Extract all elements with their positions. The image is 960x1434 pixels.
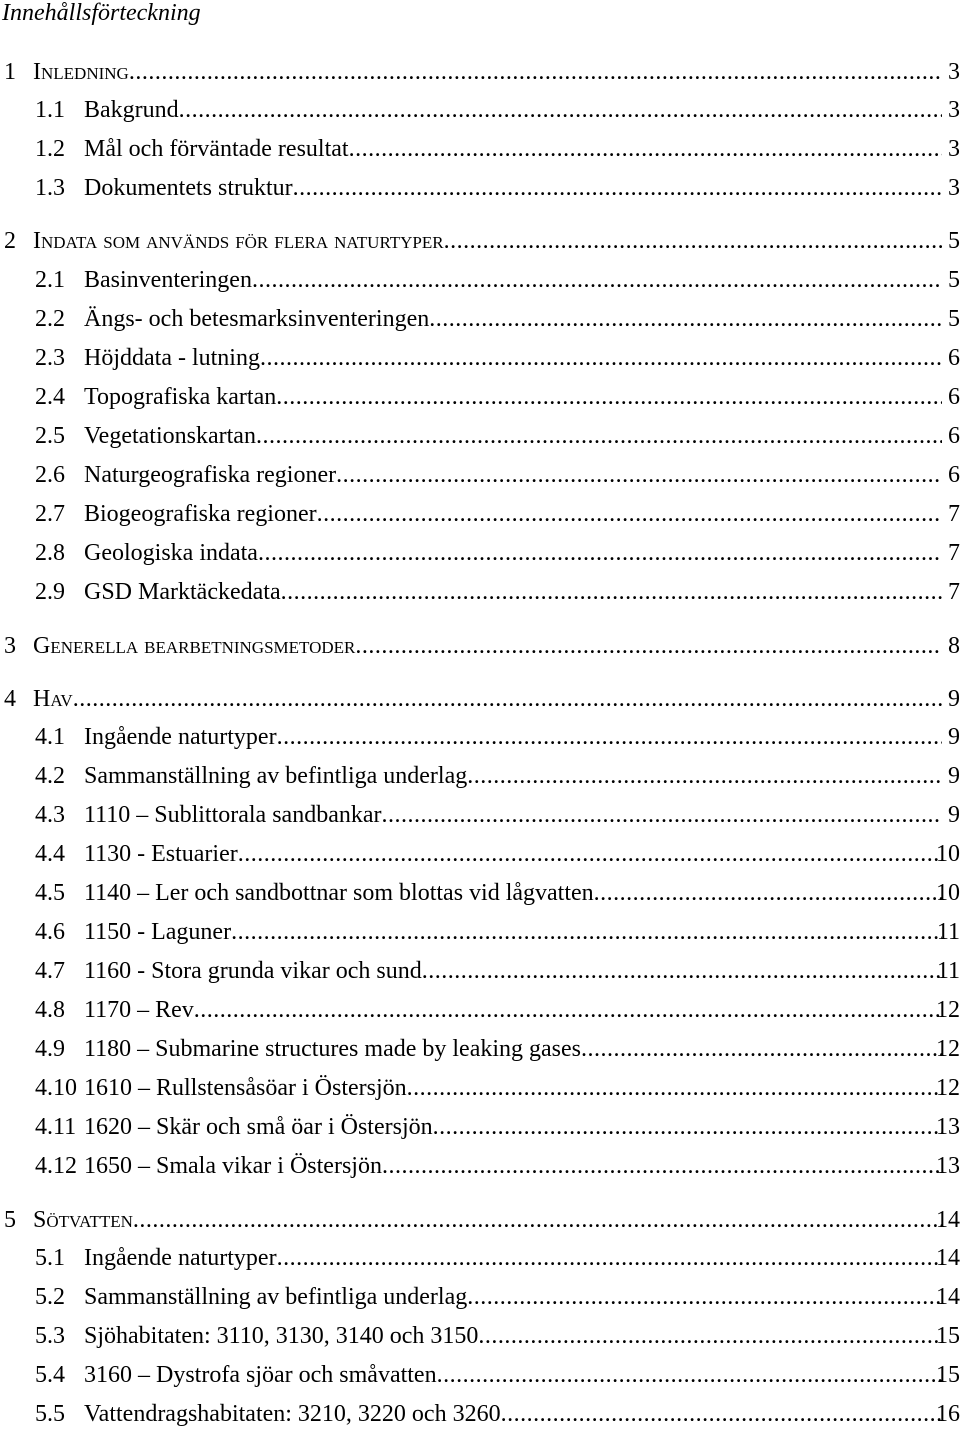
toc-entry[interactable] xyxy=(0,173,960,203)
toc-entry-title: 1650 – Smala vikar i Östersjön xyxy=(84,1153,382,1179)
dot-leader xyxy=(260,343,942,373)
toc-entry[interactable] xyxy=(0,577,960,607)
toc-entry-page-number: 5 xyxy=(948,306,960,332)
toc-entry-number: 4.9 xyxy=(35,1036,65,1062)
toc-entry-title-leader xyxy=(84,995,942,1025)
toc-entry-number: 4.5 xyxy=(35,880,65,906)
toc-entry-number: 2.6 xyxy=(35,462,65,488)
toc-entry-number: 2.5 xyxy=(35,423,65,449)
toc-entry-page-number: 14 xyxy=(936,1284,960,1310)
toc-entry-title-leader xyxy=(84,95,942,125)
dot-leader xyxy=(129,57,942,87)
toc-entry-number: 5 xyxy=(4,1207,16,1233)
toc-entry-number: 4.8 xyxy=(35,997,65,1023)
toc-entry-title: Höjddata - lutning xyxy=(84,345,260,371)
toc-entry-title-leader xyxy=(84,577,942,607)
toc-entry-title-leader xyxy=(33,57,942,87)
toc-entry-number: 2.1 xyxy=(35,267,65,293)
toc-entry-page-number: 14 xyxy=(936,1207,960,1233)
dot-leader xyxy=(179,95,942,125)
toc-entry[interactable] xyxy=(0,1034,960,1064)
toc-entry-number: 2.8 xyxy=(35,540,65,566)
toc-entry-title: 1150 - Laguner xyxy=(84,919,232,945)
dot-leader xyxy=(258,538,942,568)
dot-leader xyxy=(73,684,942,714)
toc-entry-title: Ängs- och betesmarksinventeringen xyxy=(84,306,430,332)
toc-entry-title: Hav xyxy=(33,686,73,712)
toc-entry[interactable] xyxy=(0,134,960,164)
toc-entry-title: Mål och förväntade resultat xyxy=(84,136,349,162)
toc-entry[interactable] xyxy=(0,95,960,125)
toc-entry-title: Sammanställning av befintliga underlag xyxy=(84,763,468,789)
toc-entry-page-number: 3 xyxy=(948,136,960,162)
dot-leader xyxy=(429,304,942,334)
dot-leader xyxy=(501,1399,942,1429)
toc-entry[interactable] xyxy=(0,631,960,661)
toc-entry-title-leader xyxy=(84,1399,942,1429)
toc-entry-number: 2 xyxy=(4,228,16,254)
toc-entry-title-leader xyxy=(33,631,942,661)
toc-entry-title-leader xyxy=(84,265,942,295)
toc-entry-title: 1620 – Skär och små öar i Östersjön xyxy=(84,1114,433,1140)
toc-entry-page-number: 5 xyxy=(948,267,960,293)
toc-entry-page-number: 12 xyxy=(936,1036,960,1062)
dot-leader xyxy=(407,1073,942,1103)
toc-entry-page-number: 6 xyxy=(948,384,960,410)
toc-entry-number: 4.4 xyxy=(35,841,65,867)
toc-entry-number: 4.10 xyxy=(35,1075,77,1101)
toc-entry-title: 1130 - Estuarier xyxy=(84,841,238,867)
toc-entry[interactable] xyxy=(0,304,960,334)
toc-entry[interactable] xyxy=(0,421,960,451)
toc-entry-page-number: 7 xyxy=(948,540,960,566)
toc-entry[interactable] xyxy=(0,460,960,490)
toc-entry-title-leader xyxy=(33,684,942,714)
toc-entry-title-leader xyxy=(84,1360,942,1390)
toc-entry[interactable] xyxy=(0,956,960,986)
toc-entry[interactable] xyxy=(0,761,960,791)
toc-entry-title-leader xyxy=(84,917,942,947)
toc-entry-title-leader xyxy=(84,343,942,373)
toc-entry-title: Basinventeringen xyxy=(84,267,252,293)
toc-entry-number: 4.6 xyxy=(35,919,65,945)
toc-entry-title: Dokumentets struktur xyxy=(84,175,293,201)
toc-entry-title: 1610 – Rullstensåsöar i Östersjön xyxy=(84,1075,407,1101)
dot-leader xyxy=(231,917,942,947)
toc-entry-title-leader xyxy=(84,878,942,908)
toc-entry-title-leader xyxy=(84,722,942,752)
toc-entry-page-number: 8 xyxy=(948,633,960,659)
toc-entry-title: 1160 - Stora grunda vikar och sund xyxy=(84,958,422,984)
toc-entry-title: Vattendragshabitaten: 3210, 3220 och 3260 xyxy=(84,1401,501,1427)
toc-entry-title-leader xyxy=(84,1321,942,1351)
toc-entry-title: 1180 – Submarine structures made by leaking gases xyxy=(84,1036,581,1062)
dot-leader xyxy=(293,173,942,203)
toc-entry[interactable] xyxy=(0,878,960,908)
toc-entry-title-leader xyxy=(84,304,942,334)
dot-leader xyxy=(594,878,942,908)
toc-entry-title-leader xyxy=(84,956,942,986)
toc-entry-page-number: 9 xyxy=(948,686,960,712)
toc-entry-title: Indata som används för flera naturtyper xyxy=(33,228,444,254)
toc-entry[interactable] xyxy=(0,800,960,830)
dot-leader xyxy=(349,134,942,164)
dot-leader xyxy=(317,499,942,529)
toc-entry-title-leader xyxy=(84,1112,942,1142)
toc-entry-number: 4.3 xyxy=(35,802,65,828)
toc-entry[interactable] xyxy=(0,343,960,373)
toc-entry-title: Ingående naturtyper xyxy=(84,724,277,750)
toc-entry[interactable] xyxy=(0,499,960,529)
toc-entry-number: 1.2 xyxy=(35,136,65,162)
toc-entry-number: 2.2 xyxy=(35,306,65,332)
toc-entry-page-number: 15 xyxy=(936,1362,960,1388)
dot-leader xyxy=(382,1151,942,1181)
toc-entry-number: 4.1 xyxy=(35,724,65,750)
toc-entry[interactable] xyxy=(0,57,960,87)
toc-entry[interactable] xyxy=(0,839,960,869)
toc-entry-title: Topografiska kartan xyxy=(84,384,277,410)
toc-entry-number: 4.12 xyxy=(35,1153,77,1179)
toc-entry-number: 2.3 xyxy=(35,345,65,371)
toc-entry-title: 1140 – Ler och sandbottnar som blottas vid lågvatten xyxy=(84,880,594,906)
dot-leader xyxy=(422,956,942,986)
toc-entry-title: Sötvatten xyxy=(33,1207,133,1233)
dot-leader xyxy=(277,1243,942,1273)
toc-entry[interactable] xyxy=(0,1205,960,1235)
dot-leader xyxy=(437,1360,942,1390)
toc-entry-page-number: 6 xyxy=(948,423,960,449)
toc-entry-number: 2.4 xyxy=(35,384,65,410)
toc-entry-page-number: 10 xyxy=(936,880,960,906)
toc-entry-number: 2.9 xyxy=(35,579,65,605)
toc-entry-number: 5.2 xyxy=(35,1284,65,1310)
toc-entry-title: Vegetationskartan xyxy=(84,423,256,449)
toc-entry[interactable] xyxy=(0,1073,960,1103)
toc-entry-title: Geologiska indata xyxy=(84,540,258,566)
toc-entry-title-leader xyxy=(33,1205,942,1235)
toc-entry-title-leader xyxy=(84,499,942,529)
toc-entry-title: 1110 – Sublittorala sandbankar xyxy=(84,802,382,828)
dot-leader xyxy=(581,1034,942,1064)
toc-entry[interactable] xyxy=(0,1243,960,1273)
toc-entry-title-leader xyxy=(84,1073,942,1103)
toc-entry-page-number: 12 xyxy=(936,1075,960,1101)
toc-entry[interactable] xyxy=(0,265,960,295)
toc-entry[interactable] xyxy=(0,1399,960,1429)
toc-entry-page-number: 16 xyxy=(936,1401,960,1427)
toc-entry-title: GSD Marktäckedata xyxy=(84,579,281,605)
dot-leader xyxy=(355,631,942,661)
toc-entry-number: 2.7 xyxy=(35,501,65,527)
toc-entry[interactable] xyxy=(0,1360,960,1390)
toc-entry-title: 1170 – Rev xyxy=(84,997,194,1023)
toc-entry-number: 3 xyxy=(4,633,16,659)
toc-entry-number: 5.4 xyxy=(35,1362,65,1388)
toc-entry-page-number: 15 xyxy=(936,1323,960,1349)
toc-entry-title: Sjöhabitaten: 3110, 3130, 3140 och 3150 xyxy=(84,1323,479,1349)
toc-entry-page-number: 14 xyxy=(936,1245,960,1271)
dot-leader xyxy=(238,839,942,869)
dot-leader xyxy=(478,1321,942,1351)
toc-entry-page-number: 11 xyxy=(936,919,960,945)
toc-entry-page-number: 13 xyxy=(936,1114,960,1140)
toc-entry-page-number: 7 xyxy=(948,501,960,527)
toc-entry-page-number: 6 xyxy=(948,462,960,488)
toc-entry-title: Naturgeografiska regioner xyxy=(84,462,337,488)
dot-leader xyxy=(444,226,942,256)
dot-leader xyxy=(276,382,942,412)
toc-entry-title-leader xyxy=(84,761,942,791)
toc-entry-page-number: 3 xyxy=(948,175,960,201)
toc-entry[interactable] xyxy=(0,1112,960,1142)
dot-leader xyxy=(194,995,942,1025)
dot-leader xyxy=(256,421,942,451)
toc-entry[interactable] xyxy=(0,917,960,947)
toc-entry-title-leader xyxy=(84,134,942,164)
toc-entry-page-number: 9 xyxy=(948,724,960,750)
toc-entry-title-leader xyxy=(84,173,942,203)
toc-entry[interactable] xyxy=(0,684,960,714)
toc-entry-title-leader xyxy=(84,1282,942,1312)
dot-leader xyxy=(252,265,942,295)
toc-entry-page-number: 9 xyxy=(948,763,960,789)
toc-entry-title-leader xyxy=(84,460,942,490)
toc-entry-title-leader xyxy=(84,382,942,412)
dot-leader xyxy=(281,577,942,607)
dot-leader xyxy=(277,722,942,752)
toc-entry-title-leader xyxy=(84,839,942,869)
toc-entry[interactable] xyxy=(0,1282,960,1312)
dot-leader xyxy=(467,761,942,791)
toc-entry-title: Inledning xyxy=(33,59,129,85)
toc-entry-title: 3160 – Dystrofa sjöar och småvatten xyxy=(84,1362,437,1388)
toc-entry-title: Ingående naturtyper xyxy=(84,1245,277,1271)
toc-entry-title-leader xyxy=(84,1243,942,1273)
toc-entry-title-leader xyxy=(33,226,942,256)
toc-entry-number: 5.1 xyxy=(35,1245,65,1271)
toc-entry[interactable] xyxy=(0,995,960,1025)
dot-leader xyxy=(336,460,942,490)
toc-entry[interactable] xyxy=(0,538,960,568)
toc-entry-page-number: 13 xyxy=(936,1153,960,1179)
toc-entry-title-leader xyxy=(84,1151,942,1181)
toc-entry-page-number: 3 xyxy=(948,97,960,123)
toc-entry[interactable] xyxy=(0,226,960,256)
toc-entry-title-leader xyxy=(84,421,942,451)
toc-entry-page-number: 6 xyxy=(948,345,960,371)
toc-entry[interactable] xyxy=(0,1151,960,1181)
toc-entry-number: 4.2 xyxy=(35,763,65,789)
dot-leader xyxy=(467,1282,942,1312)
toc-entry[interactable] xyxy=(0,722,960,752)
toc-entry-title-leader xyxy=(84,800,942,830)
toc-entry-number: 4.11 xyxy=(35,1114,77,1140)
toc-entry-number: 1.3 xyxy=(35,175,65,201)
toc-entry-page-number: 10 xyxy=(936,841,960,867)
dot-leader xyxy=(382,800,943,830)
toc-entry-page-number: 12 xyxy=(936,997,960,1023)
toc-entry-page-number: 11 xyxy=(936,958,960,984)
toc-entry-title: Bakgrund xyxy=(84,97,179,123)
toc-entry[interactable] xyxy=(0,382,960,412)
toc-entry-title-leader xyxy=(84,1034,942,1064)
toc-heading: Innehållsförteckning xyxy=(2,0,201,26)
toc-entry[interactable] xyxy=(0,1321,960,1351)
toc-entry-title: Biogeografiska regioner xyxy=(84,501,317,527)
toc-entry-number: 4.7 xyxy=(35,958,65,984)
dot-leader xyxy=(433,1112,942,1142)
toc-entry-number: 1 xyxy=(4,59,16,85)
toc-entry-page-number: 7 xyxy=(948,579,960,605)
toc-entry-number: 5.5 xyxy=(35,1401,65,1427)
toc-entry-page-number: 3 xyxy=(948,59,960,85)
toc-entry-number: 5.3 xyxy=(35,1323,65,1349)
toc-entry-title: Generella bearbetningsmetoder xyxy=(33,633,356,659)
dot-leader xyxy=(133,1205,942,1235)
toc-entry-number: 4 xyxy=(4,686,16,712)
toc-entry-number: 1.1 xyxy=(35,97,65,123)
toc-entry-title-leader xyxy=(84,538,942,568)
toc-entry-page-number: 9 xyxy=(948,802,960,828)
toc-entry-page-number: 5 xyxy=(948,228,960,254)
toc-entry-title: Sammanställning av befintliga underlag xyxy=(84,1284,468,1310)
